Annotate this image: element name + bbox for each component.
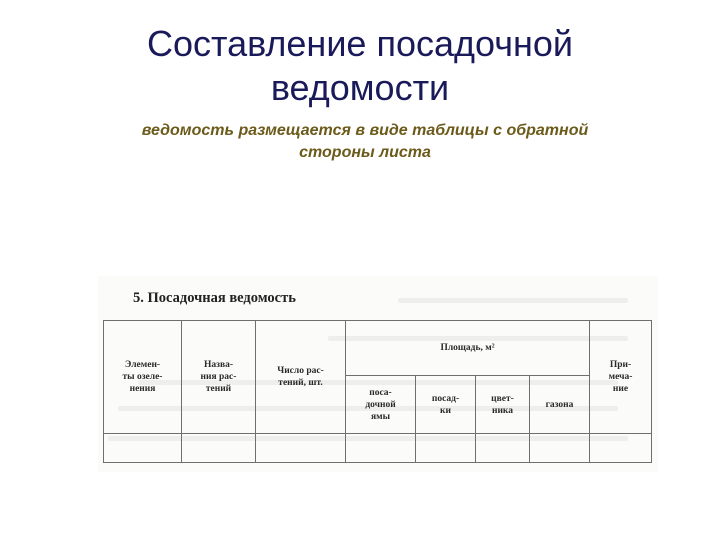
header-cell-area: Площадь, м² <box>346 321 590 376</box>
slide-subtitle <box>60 120 670 164</box>
table-cell <box>346 434 416 463</box>
document-caption: 5. Посадочная ведомость <box>133 290 296 306</box>
subheader-cell-lawn: газона <box>530 376 590 434</box>
table-header-row <box>104 321 652 376</box>
subheader-cell-flowerbed: цвет- ника <box>476 376 530 434</box>
slide-title <box>0 22 720 110</box>
table-cell <box>182 434 256 463</box>
header-cell-greening-elements: Элемен- ты озеле- нения <box>104 321 182 434</box>
table-cell <box>530 434 590 463</box>
slide-title-line-1: Составление посадочной <box>146 23 573 64</box>
slide-title-line-2: ведомости <box>270 67 450 108</box>
header-cell-plant-count: Число рас- тений, шт. <box>256 321 346 434</box>
subheader-cell-planting-pit: поса- дочной ямы <box>346 376 416 434</box>
table-cell <box>416 434 476 463</box>
faint-text-line <box>398 298 628 303</box>
table-cell <box>476 434 530 463</box>
header-cell-plant-names: Назва- ния рас- тений <box>182 321 256 434</box>
slide-subtitle-line-2: стороны листа <box>299 144 431 161</box>
planting-statement-table <box>103 320 652 463</box>
table-row <box>104 434 652 463</box>
table-cell <box>590 434 652 463</box>
header-cell-note: При- меча- ние <box>590 321 652 434</box>
subheader-cell-planting: посад- ки <box>416 376 476 434</box>
slide-subtitle-line-1: ведомость размещается в виде таблицы с обратной <box>141 122 589 139</box>
table-cell <box>104 434 182 463</box>
table-cell <box>256 434 346 463</box>
